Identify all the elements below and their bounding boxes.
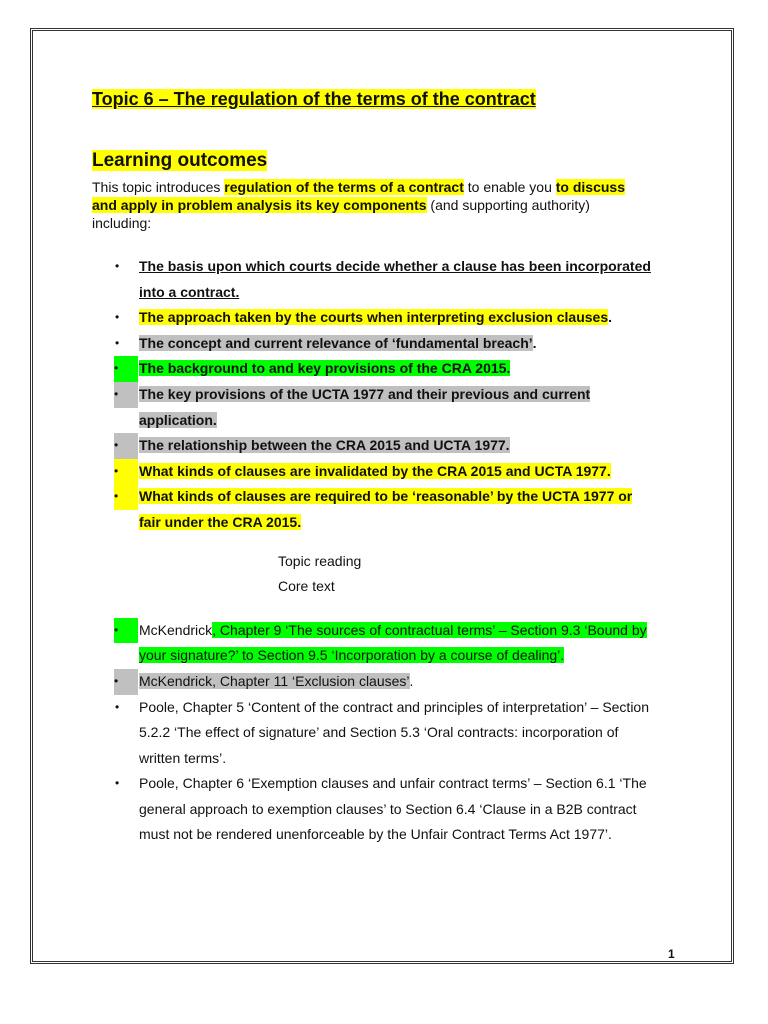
bullet-icon: •: [114, 356, 138, 382]
list-item: • The approach taken by the courts when interpreting exclusion clauses.: [92, 305, 652, 331]
list-item: • McKendrick, Chapter 9 ‘The sources of contractual terms’ – Section 9.3 ‘Bound by your signature?’ to Section 9.5 ‘Incorporation by a course of dealing’.: [92, 618, 652, 669]
list-item: • The basis upon which courts decide whether a clause has been incorporated into a contract.: [92, 254, 652, 305]
bullet-icon: •: [115, 310, 120, 325]
list-item: • Poole, Chapter 6 ‘Exemption clauses and unfair contract terms’ – Section 6.1 ‘The general approach to exemption clauses’ to Section 6.4 ‘Clause in a B2B contract must not be rendered unenforceable by the Unfair Contract Terms Act 1977’.: [92, 771, 652, 848]
list-item: • The background to and key provisions of the CRA 2015.: [92, 356, 652, 382]
bullet-icon: •: [114, 382, 138, 408]
bullet-icon: •: [115, 259, 120, 273]
document-body: [92, 86, 652, 848]
bullet-icon: •: [114, 484, 138, 510]
list-item: • Poole, Chapter 5 ‘Content of the contract and principles of interpretation’ – Section 5.2.2 ‘The effect of signature’ and Section 5.3 ‘Oral contracts: incorporation of written terms’.: [92, 695, 652, 772]
learning-outcomes-list: [92, 254, 652, 536]
reading-list: [92, 618, 652, 848]
list-item: • The relationship between the CRA 2015 and UCTA 1977.: [92, 433, 652, 459]
list-item: • What kinds of clauses are invalidated by the CRA 2015 and UCTA 1977.: [92, 459, 652, 485]
list-item: • What kinds of clauses are required to be ‘reasonable’ by the UCTA 1977 or fair under the CRA 2015.: [92, 484, 652, 535]
page-number: 1: [668, 947, 675, 961]
list-item: • McKendrick, Chapter 11 ‘Exclusion clauses’.: [92, 669, 652, 695]
bullet-icon: •: [114, 459, 138, 485]
bullet-icon: •: [115, 776, 120, 791]
learning-outcomes-heading: Learning outcomes: [92, 150, 268, 171]
intro-paragraph: This topic introduces regulation of the terms of a contract to enable you to discuss and apply in problem analysis its key components (and supporting authority) including:: [92, 179, 625, 231]
bullet-icon: •: [114, 433, 138, 459]
bullet-icon: •: [115, 699, 120, 714]
core-text-heading: Core text: [278, 578, 335, 595]
list-item: • The key provisions of the UCTA 1977 and their previous and current application.: [92, 382, 652, 433]
bullet-icon: •: [114, 669, 138, 695]
bullet-icon: •: [114, 618, 138, 644]
topic-reading-heading: Topic reading: [278, 552, 362, 569]
list-item: • The concept and current relevance of ‘fundamental breach’.: [92, 331, 652, 357]
topic-title: Topic 6 – The regulation of the terms of the contract: [92, 89, 536, 109]
bullet-icon: •: [115, 335, 120, 350]
